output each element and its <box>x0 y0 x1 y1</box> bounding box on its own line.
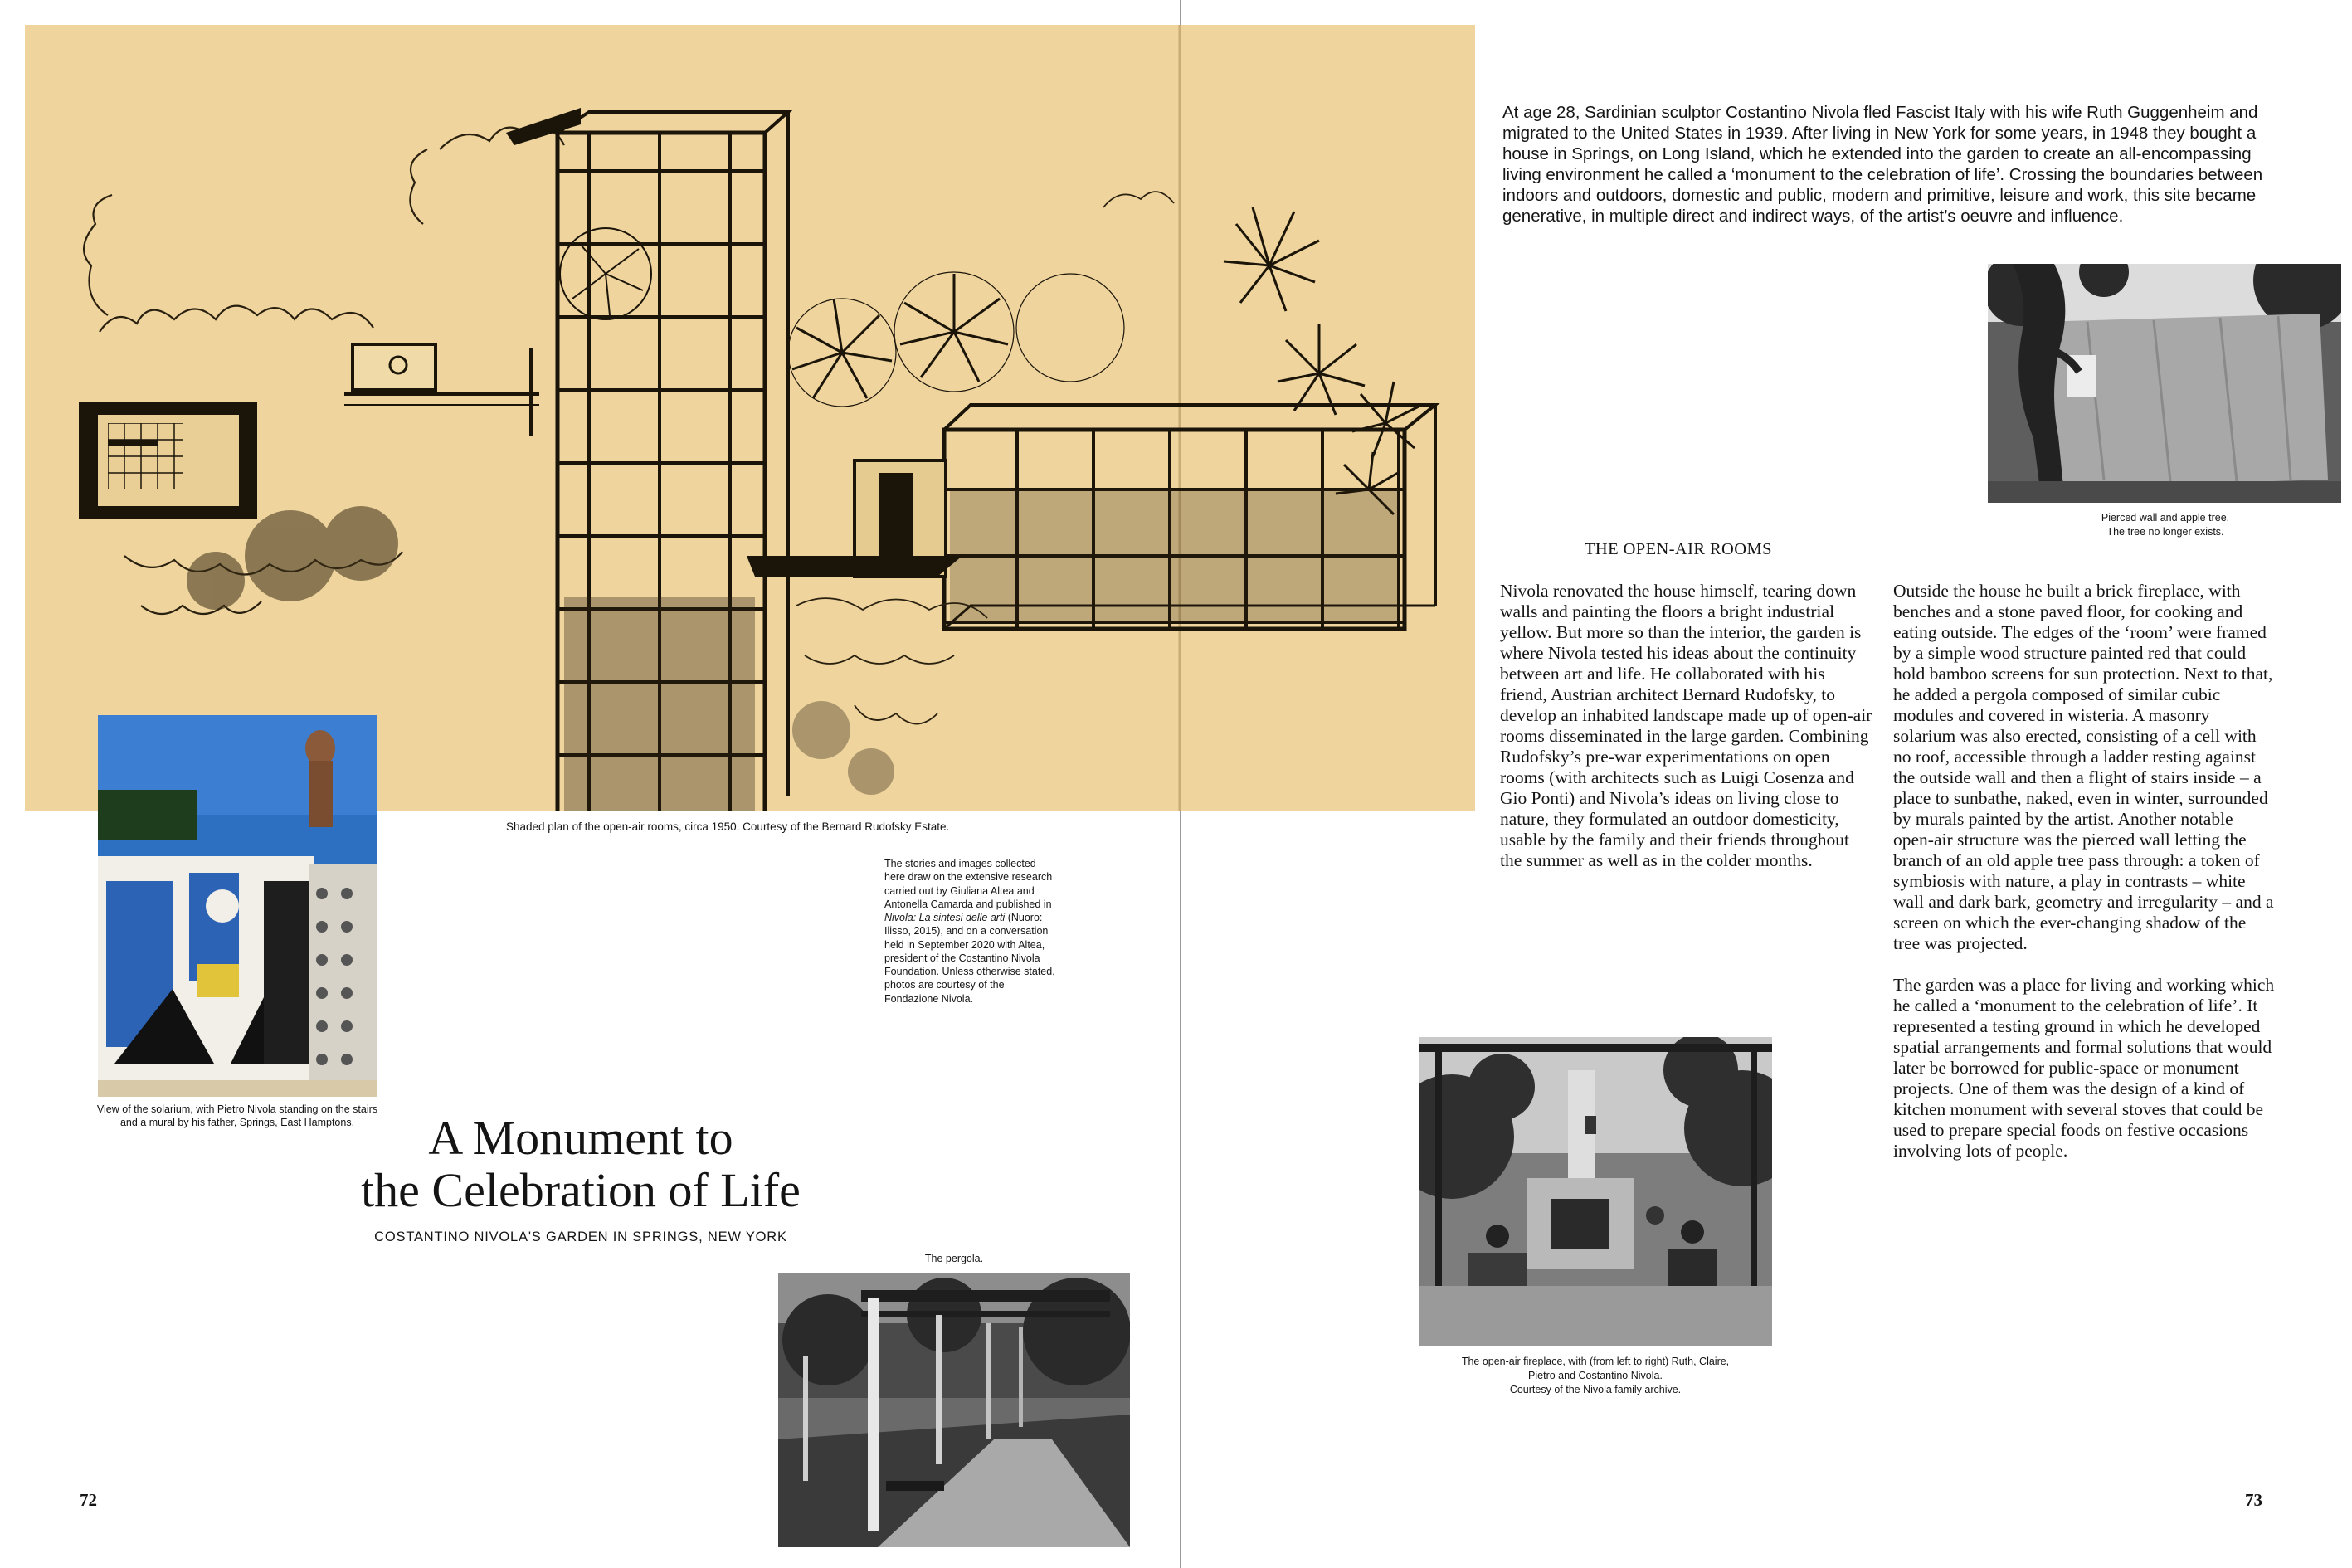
solarium-illustration <box>98 715 377 1097</box>
section-heading: THE OPEN-AIR ROOMS <box>1585 540 1772 558</box>
body-right-paragraph-1: Outside the house he built a brick fireplace, with benches and a stone paved floor, for cooking and eating outside. The edges of the ‘room’ were framed by a simple wood structure painted red that could hold bamboo screens for sun protection. Next to that, he added a pergola composed of similar cubic modules and covered in wisteria. A masonry solarium was also erected, consisting of a cell with no roof, accessible through a ladder resting against the outside wall and then a flight of stairs inside – a place to sunbathe, naked, even in winter, surrounded by murals painted by the artist. Another notable open-air structure was the pierced wall letting the branch of an old apple tree pass through: a token of symbiosis with nature, a play in contrasts – white wall and dark bark, geometry and irregularity – and a screen on which the ever-changing shadow of the tree was projected. <box>1893 581 2274 953</box>
fireplace-caption-line1: The open-air fireplace, with (from left to right) Ruth, Claire, <box>1461 1356 1730 1367</box>
intro-paragraph: At age 28, Sardinian sculptor Costantino Nivola fled Fascist Italy with his wife Ruth Guggenheim and migrated to the United States in 1939. After living in New York for some years, in 1948 they bought a house in Springs, on Long Island, which he extended into the garden to create an all-encompassing living environment he called a ‘monument to the celebration of life’. Crossing the boundaries between indoors and outdoors, domestic and public, modern and primitive, leisure and work, this site became generative, in multiple direct and indirect ways, of the artist’s oeuvre and influence. <box>1502 103 2263 226</box>
fireplace-illustration <box>1419 1037 1772 1346</box>
fireplace-caption-line2: Pietro and Costantino Nivola. <box>1528 1369 1663 1381</box>
fireplace-caption <box>1402 1355 1789 1397</box>
fireplace-caption-line3: Courtesy of the Nivola family archive. <box>1509 1383 1682 1395</box>
pergola-caption: The pergola. <box>924 1253 984 1264</box>
pergola-illustration <box>778 1273 1130 1547</box>
plan-caption: Shaded plan of the open-air rooms, circa 1950. Courtesy of the Bernard Rudofsky Estate. <box>506 821 950 833</box>
pierced-wall-photo <box>1988 264 2341 503</box>
article-title-line1: A Monument to <box>428 1111 733 1165</box>
pierced-wall-illustration <box>1988 264 2341 503</box>
article-subtitle: COSTANTINO NIVOLA'S GARDEN IN SPRINGS, NEW YORK <box>374 1230 787 1244</box>
credits-note-text: The stories and images collected here draw on the extensive research carried out by Giuliana Altea and Antonella Camarda and published in <box>884 858 1053 910</box>
pierced-wall-caption-line1: Pierced wall and apple tree. <box>2101 512 2230 523</box>
fireplace-photo <box>1419 1037 1772 1346</box>
body-column-left <box>1500 581 1875 892</box>
pierced-wall-caption-line2: The tree no longer exists. <box>2106 525 2224 538</box>
article-title <box>257 1112 904 1216</box>
credits-note <box>884 857 1059 1006</box>
article-title-line2: the Celebration of Life <box>361 1163 801 1217</box>
solarium-photo <box>98 715 377 1097</box>
solarium-caption: View of the solarium, with Pietro Nivola standing on the stairs and a mural by his father, Springs, East Hamptons. <box>96 1103 378 1129</box>
credits-book-title: Nivola: La sintesi delle arti <box>884 912 1006 923</box>
pierced-wall-caption <box>2008 511 2323 539</box>
plan-drawing-illustration <box>25 25 1475 811</box>
body-left-paragraph-1: Nivola renovated the house himself, tearing down walls and painting the floors a bright industrial yellow. But more so than the interior, the garden is where Nivola tested his ideas about the continuity between art and life. He collaborated with his friend, Austrian architect Bernard Rudofsky, to develop an inhabited landscape made up of open-air rooms disseminated in the large garden. Combining Rudofsky’s pre-war experimentations on open rooms (with architects such as Luigi Cosenza and Gio Ponti) and Nivola’s ideas on living close to nature, they formulated an outdoor domesticity, usable by the family and their friends throughout the summer as well as in the colder months. <box>1500 581 1872 870</box>
plan-drawing <box>25 25 1475 811</box>
page-number-right: 73 <box>2245 1490 2262 1510</box>
body-right-paragraph-2: The garden was a place for living and working which he called a ‘monument to the celebration of life’. It represented a testing ground in which he developed spatial arrangements and formal solutions that would later be borrowed for public-space or monument projects. One of them was the design of a kind of kitchen monument with several stoves that could be used to prepare special foods on festive occasions involving lots of people. <box>1893 975 2275 1161</box>
credits-note-text-end: (Nuoro: Ilisso, 2015), and on a conversation held in September 2020 with Altea, president of the Costantino Nivola Foundation. Unless otherwise stated, photos are courtesy of the Fondazione Nivola. <box>884 912 1055 1005</box>
body-column-right <box>1893 581 2275 1182</box>
page-number-left: 72 <box>80 1490 97 1510</box>
pergola-photo <box>778 1273 1130 1547</box>
